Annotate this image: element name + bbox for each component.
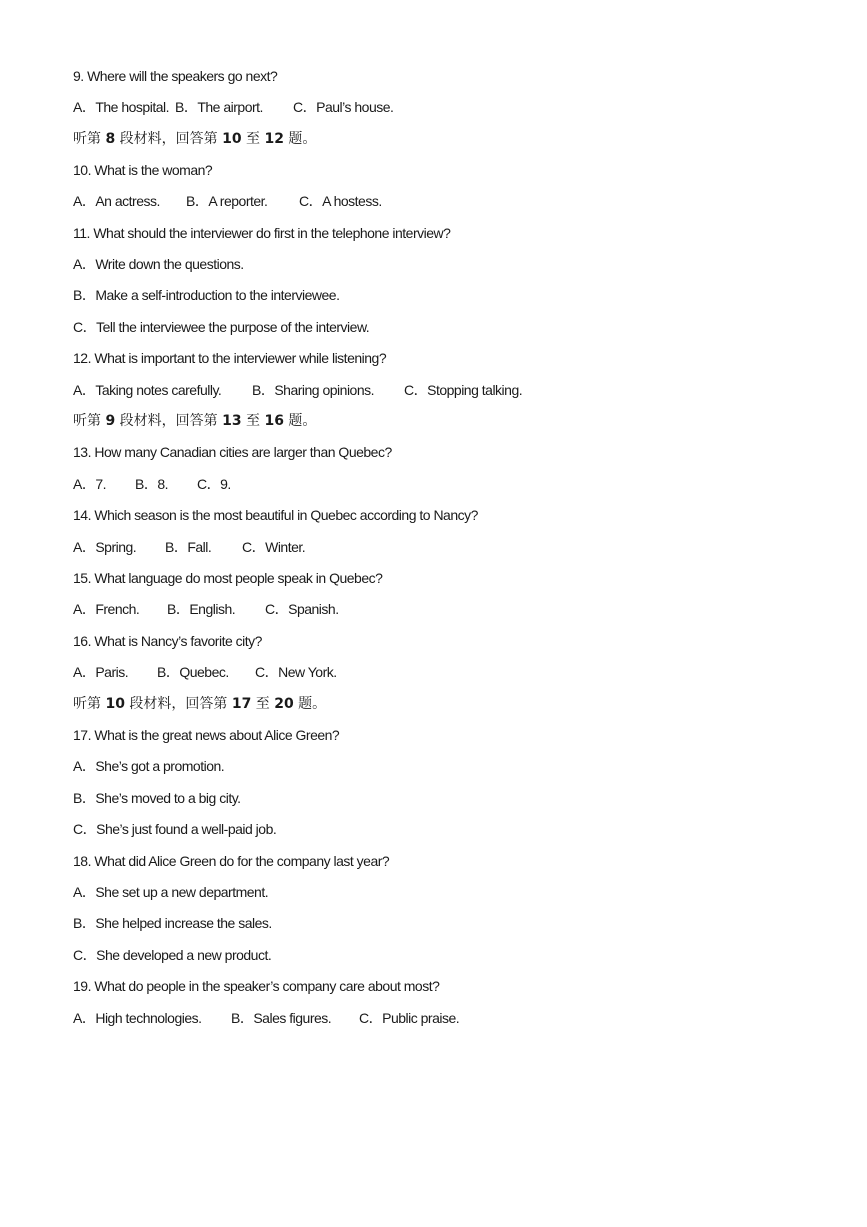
question-13-options <box>73 475 231 493</box>
option-a: A．Spring. <box>73 539 137 555</box>
question-11-option-b: B．Make a self-introduction to the interviewee. <box>73 287 340 303</box>
question-14-options <box>73 538 305 556</box>
question-18-option-b: B．She helped increase the sales. <box>73 915 272 931</box>
question-12: 12. What is important to the interviewer while listening? <box>73 350 387 366</box>
option-a: A．An actress. <box>73 193 160 209</box>
option-a: A．French. <box>73 601 140 617</box>
question-18-option-a: A．She set up a new department. <box>73 884 269 900</box>
question-15: 15. What language do most people speak in Quebec? <box>73 570 383 586</box>
option-c: C．Paul’s house. <box>293 99 394 115</box>
option-a: A．High technologies. <box>73 1010 202 1026</box>
option-c: C．New York. <box>255 664 337 680</box>
option-c: C．Public praise. <box>359 1010 460 1026</box>
option-a: A．Taking notes carefully. <box>73 382 222 398</box>
question-11-option-c: C．Tell the interviewee the purpose of the interview. <box>73 319 370 335</box>
question-15-options <box>73 600 339 618</box>
question-9: 9. Where will the speakers go next? <box>73 68 278 84</box>
question-11: 11. What should the interviewer do first in the telephone interview? <box>73 225 451 241</box>
question-18-option-c: C．She developed a new product. <box>73 947 272 963</box>
option-a: A．7. <box>73 476 107 492</box>
option-b: B．8. <box>135 476 169 492</box>
question-14: 14. Which season is the most beautiful in Quebec according to Nancy? <box>73 507 478 523</box>
question-19: 19. What do people in the speaker’s company care about most? <box>73 978 440 994</box>
question-11-option-a: A．Write down the questions. <box>73 256 244 272</box>
option-b: B．Quebec. <box>157 664 229 680</box>
option-b: B．A reporter. <box>186 193 268 209</box>
question-17-option-a: A．She’s got a promotion. <box>73 758 225 774</box>
question-18: 18. What did Alice Green do for the company last year? <box>73 853 390 869</box>
option-b: B．English. <box>167 601 236 617</box>
option-c: C．A hostess. <box>299 193 382 209</box>
question-16: 16. What is Nancy’s favorite city? <box>73 633 262 649</box>
option-b: B．The airport. <box>175 99 263 115</box>
question-9-options <box>73 98 393 116</box>
question-19-options <box>73 1009 459 1027</box>
question-12-options <box>73 381 522 399</box>
option-c: C．9. <box>197 476 231 492</box>
question-17-option-c: C．She’s just found a well-paid job. <box>73 821 277 837</box>
section-heading-8: 听第 8 段材料，回答第 10 至 12 题。 <box>73 131 317 147</box>
option-c: C．Spanish. <box>265 601 339 617</box>
option-b: B．Fall. <box>165 539 212 555</box>
question-17-option-b: B．She’s moved to a big city. <box>73 790 241 806</box>
section-heading-9: 听第 9 段材料，回答第 13 至 16 题。 <box>73 413 317 429</box>
question-13: 13. How many Canadian cities are larger than Quebec? <box>73 444 392 460</box>
question-10: 10. What is the woman? <box>73 162 213 178</box>
option-a: A．The hospital. <box>73 99 169 115</box>
option-b: B．Sharing opinions. <box>252 382 375 398</box>
question-16-options <box>73 663 337 681</box>
option-a: A．Paris. <box>73 664 129 680</box>
option-c: C．Stopping talking. <box>404 382 523 398</box>
question-17: 17. What is the great news about Alice Green? <box>73 727 340 743</box>
option-c: C．Winter. <box>242 539 306 555</box>
option-b: B．Sales figures. <box>231 1010 332 1026</box>
question-10-options <box>73 192 382 210</box>
section-heading-10: 听第 10 段材料，回答第 17 至 20 题。 <box>73 696 327 712</box>
